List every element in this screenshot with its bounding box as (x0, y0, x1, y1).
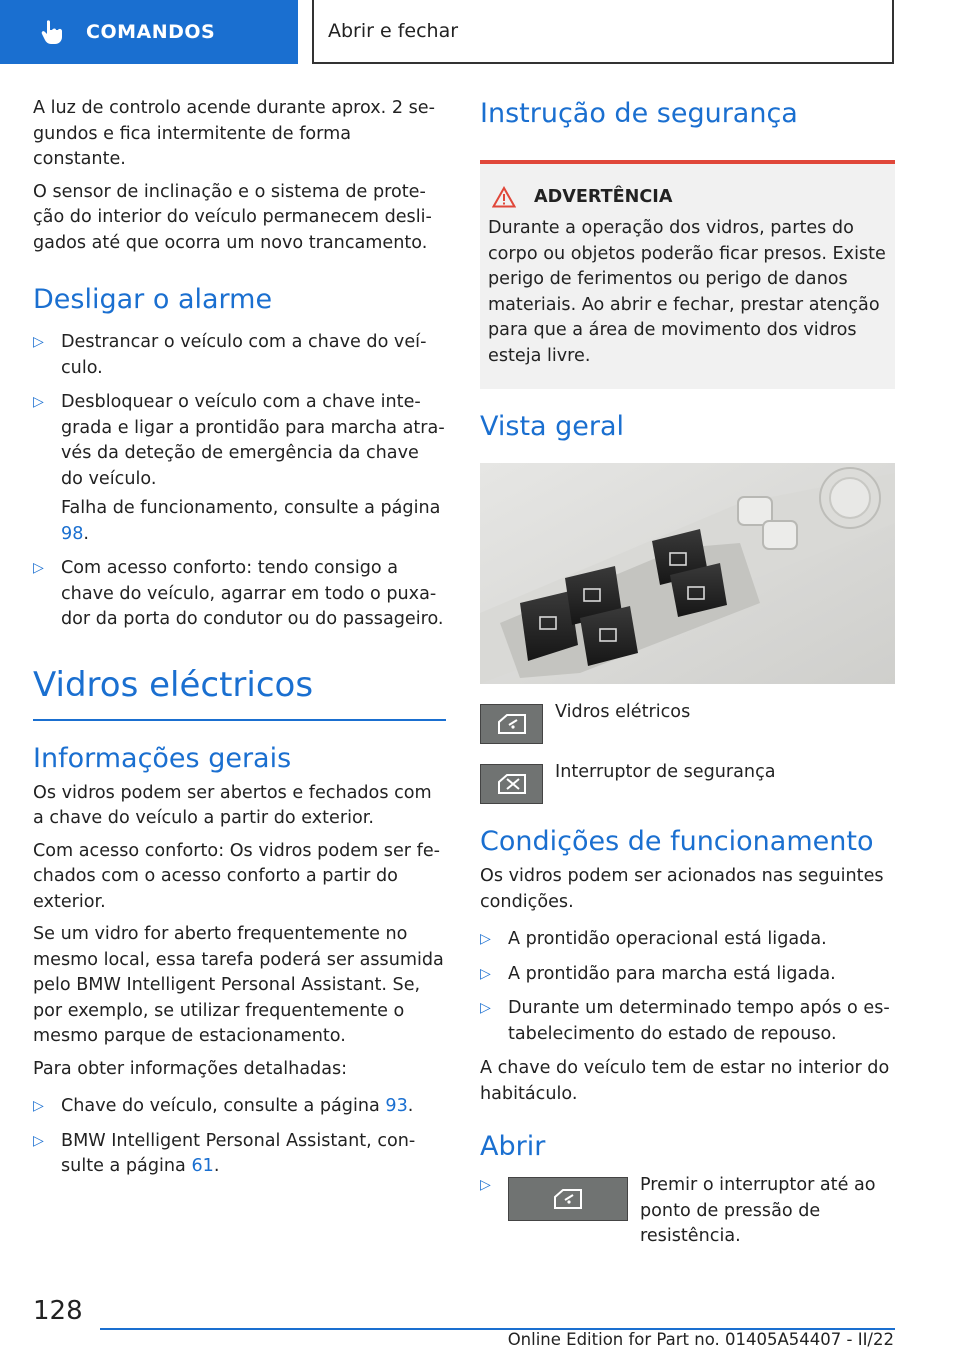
open-heading: Abrir (480, 1131, 546, 1162)
safety-switch-icon (480, 764, 543, 804)
power-window-icon (480, 704, 543, 744)
page-link[interactable]: 98 (61, 523, 84, 544)
triangle-bullet-icon: ▷ (33, 1098, 44, 1114)
chapter-rule (33, 719, 446, 721)
list-item: ▷ Durante um determinado tempo após o estabelecimento do estado de repouso. (480, 998, 890, 1044)
triangle-bullet-icon: ▷ (33, 394, 44, 410)
overview-heading: Vista geral (480, 411, 625, 442)
list-item (480, 1177, 895, 1250)
edition-text: Online Edition for Part no. 01405A54407 - II/22 (507, 1330, 894, 1349)
triangle-bullet-icon: ▷ (33, 334, 44, 350)
page-link[interactable]: 61 (191, 1156, 214, 1176)
triangle-bullet-icon: ▷ (33, 560, 44, 576)
alarm-heading: Desligar o alarme (33, 284, 273, 315)
window-switch-photo (480, 463, 895, 684)
list-item: ▷ Com acesso conforto: tendo consigo a chave do veículo, agarrar em todo o puxador da porta do condutor ou do passageiro. (33, 558, 444, 629)
page-number: 128 (33, 1296, 83, 1326)
alarm-list (33, 330, 446, 633)
list-item: ▷ Destrancar o veículo com a chave do veículo. (33, 332, 427, 378)
warning-box (480, 164, 895, 389)
info-paragraph-4: Para obter informações detalhadas: (33, 1058, 348, 1079)
triangle-bullet-icon: ▷ (480, 1177, 491, 1193)
chapter-title: Abrir e fechar (328, 20, 459, 42)
info-paragraph-3: Se um vidro for aberto frequentemente no mesmo local, essa tarefa poderá ser assumida pelo BMW Intelligent Personal Assistant. Se, por exemplo, se utilizar frequentemente o mesmo parque de estacionamento. (33, 924, 444, 1046)
chapter-heading: Vidros eléctricos (33, 664, 314, 705)
safety-heading: Instrução de segurança (480, 98, 798, 129)
section-tab (0, 0, 298, 64)
reference-list (33, 1094, 446, 1180)
info-paragraph-2: Com acesso conforto: Os vidros podem ser fechados com o acesso conforto a partir do exterior. (33, 840, 441, 912)
warning-text: Durante a operação dos vidros, partes do corpo ou objetos poderão ficar presos. Existe perigo de ferimentos ou perigo de danos materiais. Ao abrir e fechar, prestar atenção para que a área de movimento dos vidros esteja livre. (488, 218, 886, 366)
triangle-bullet-icon: ▷ (33, 1132, 44, 1149)
power-window-icon (508, 1177, 628, 1221)
list-item: ▷ Desbloquear o veículo com a chave integrada e ligar a prontidão para marcha através da deteção de emergência da chave do veículo. Falha de funcionamento, consulte a página 98. (33, 392, 445, 544)
right-column (480, 96, 895, 1250)
intro-paragraph-2: O sensor de inclinação e o sistema de proteção do interior do veículo permanecem desligados até que ocorra um novo trancamento. (33, 181, 432, 253)
intro-paragraph-1: A luz de controlo acende durante aprox. 2 segundos e fica intermitente de forma constante. (33, 98, 435, 169)
list-item: ▷ BMW Intelligent Personal Assistant, consulte a página 61. (33, 1130, 416, 1176)
info-heading: Informações gerais (33, 742, 292, 774)
legend-label: Interruptor de segurança (555, 762, 776, 782)
info-paragraph-1: Os vidros podem ser abertos e fechados com a chave do veículo a partir do exterior. (33, 782, 432, 828)
section-title: COMANDOS (86, 21, 216, 43)
left-column (33, 96, 446, 1189)
open-instruction: Premir o interruptor até ao ponto de pressão de resistência. (640, 1175, 876, 1246)
conditions-list (480, 927, 895, 1047)
hand-pointer-icon (38, 18, 66, 46)
list-item: ▷ A prontidão operacional está ligada. (480, 927, 895, 953)
warning-title: ADVERTÊNCIA (534, 187, 673, 207)
page-link[interactable]: 93 (385, 1096, 408, 1116)
triangle-bullet-icon: ▷ (480, 965, 491, 982)
chapter-header (312, 0, 894, 64)
triangle-bullet-icon: ▷ (480, 931, 491, 947)
legend-label: Vidros elétricos (555, 702, 691, 722)
list-item: ▷ A prontidão para marcha está ligada. (480, 962, 895, 988)
list-item: ▷ Chave do veículo, consulte a página 93. (33, 1094, 446, 1120)
warning-triangle-icon (492, 186, 516, 208)
conditions-heading: Condições de funcionamento (480, 826, 874, 857)
legend-row (480, 764, 895, 804)
triangle-bullet-icon: ▷ (480, 1000, 491, 1016)
conditions-note: A chave do veículo tem de estar no interior do habitáculo. (480, 1058, 890, 1104)
conditions-intro: Os vidros podem ser acionados nas seguintes condições. (480, 866, 884, 912)
legend-row (480, 704, 895, 744)
